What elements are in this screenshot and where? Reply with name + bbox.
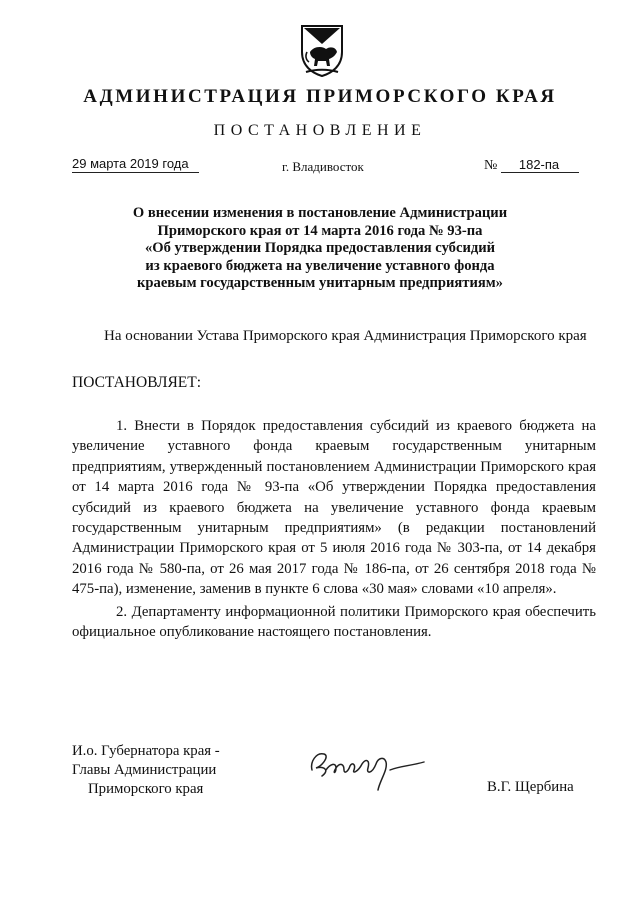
title-line: О внесении изменения в постановление Администрации [132,205,508,221]
title-line: Приморского края от 14 марта 2016 года № 93-па [157,222,483,239]
document-number [484,157,579,174]
position-line: Главы Администрации [72,762,217,778]
coat-of-arms-icon [296,22,348,78]
document-body [72,416,596,642]
paragraph-2: 2. Департаменту информационной политики Приморского края обеспечить официальное опубликование настоящего постановления. [72,603,596,641]
title-line: «Об утверждении Порядка предоставления субсидий [144,240,496,256]
title-line: из краевого бюджета на увеличение уставного фонда [145,257,495,274]
signatory-name: В.Г. Щербина [487,779,574,795]
document-city: г. Владивосток [282,159,364,174]
handwritten-signature [306,740,436,796]
signatory-position [72,742,220,799]
legal-basis: На основании Устава Приморского края Администрация Приморского края [104,328,587,344]
position-line: И.о. Губернатора края - [72,743,220,759]
paragraph-1: 1. Внести в Порядок предоставления субсидий из краевого бюджета на увеличение уставного фонда краевым государственным унитарным предприятиям, утвержденный постановлением Администрации Приморского края от 14 марта 2016 года № 93-па «Об утверждении Порядка предоставления субсидий из краевого бюджета на увеличение уставного фонда краевым государственным унитарным предприятиям» (в редакции постановлений Администрации Приморского края от 5 июля 2016 года № 303-па, от 14 декабря 2016 года № 580-па, от 26 мая 2017 года № 186-па, от 26 сентября 2018 года № 475-па), изменение, заменив в пункте 6 слова «30 мая» словами «10 апреля». [72,418,596,598]
position-line: Приморского края [88,781,204,797]
resolves-heading: ПОСТАНОВЛЯЕТ: [72,374,202,391]
document-date: 29 марта 2019 года [72,156,199,173]
number-prefix: № [484,158,498,173]
title-line: краевым государственным унитарным предприятиям» [137,275,503,291]
organization-name: АДМИНИСТРАЦИЯ ПРИМОРСКОГО КРАЯ [83,86,557,107]
document-title [100,205,540,293]
number-value: 182-па [501,157,579,173]
document-type: ПОСТАНОВЛЕНИЕ [213,122,427,139]
